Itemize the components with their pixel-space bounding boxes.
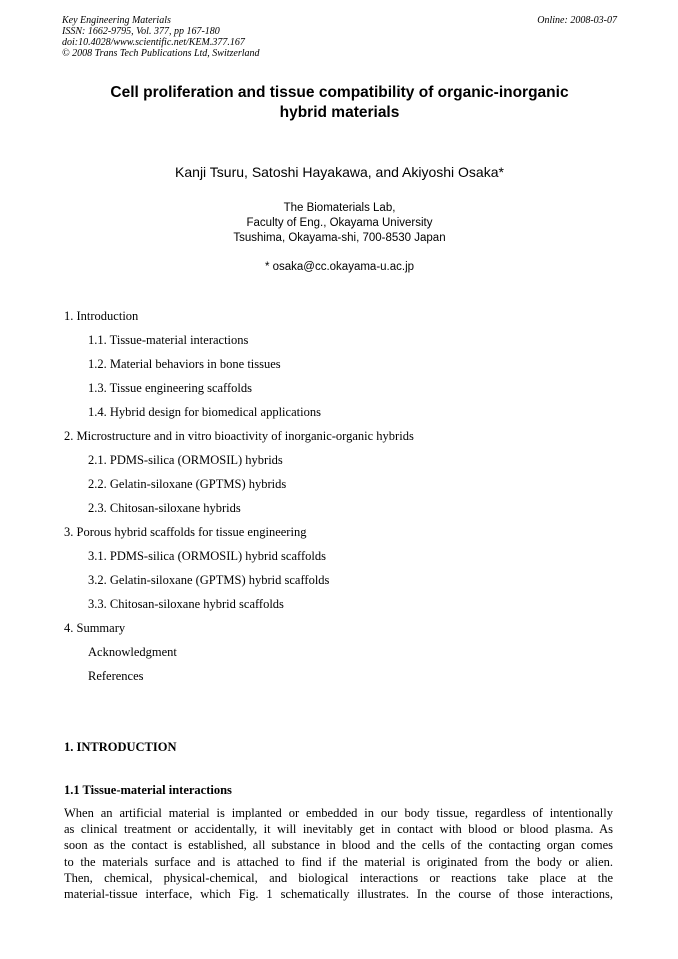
toc-item: 3.1. PDMS-silica (ORMOSIL) hybrid scaffolds — [88, 549, 326, 563]
journal-issn: ISSN: 1662-9795, Vol. 377, pp 167-180 — [62, 26, 220, 37]
paper-title-line-2: hybrid materials — [279, 104, 400, 121]
body-line: soon as the contact is established, all substance in blood and the cells of the contacting organ comes — [64, 838, 613, 853]
toc-item: 2.1. PDMS-silica (ORMOSIL) hybrids — [88, 453, 283, 467]
journal-doi: doi:10.4028/www.scientific.net/KEM.377.167 — [62, 37, 245, 48]
toc-item: 2. Microstructure and in vitro bioactivity of inorganic-organic hybrids — [64, 429, 414, 443]
body-line: as clinical treatment or accidentally, it will inevitably get in contact with blood or blood plasma. As — [64, 822, 613, 837]
paper-title-line-1: Cell proliferation and tissue compatibility of organic-inorganic — [110, 84, 569, 101]
body-line: material-tissue interface, which Fig. 1 schematically illustrates. In the course of those interactions, — [64, 886, 613, 901]
toc-item: 2.2. Gelatin-siloxane (GPTMS) hybrids — [88, 477, 287, 491]
toc-item: 1.2. Material behaviors in bone tissues — [88, 357, 281, 371]
body-line: Then, chemical, physical-chemical, and biological interactions or reactions take place at the — [64, 870, 613, 885]
toc-item: 3.2. Gelatin-siloxane (GPTMS) hybrid scaffolds — [88, 573, 330, 587]
toc-item: 1.1. Tissue-material interactions — [88, 333, 249, 347]
table-of-contents — [64, 308, 624, 692]
toc-item: 2.3. Chitosan-siloxane hybrids — [88, 501, 241, 515]
toc-item: 3.3. Chitosan-siloxane hybrid scaffolds — [88, 597, 284, 611]
paper-title — [62, 83, 617, 123]
journal-header — [62, 15, 617, 59]
toc-item: 3. Porous hybrid scaffolds for tissue engineering — [64, 525, 307, 539]
affiliation — [62, 201, 617, 246]
body-line: When an artificial material is implanted or embedded in our body tissue, regardless of intentionally — [64, 806, 613, 820]
toc-item: 4. Summary — [64, 621, 126, 635]
subsection-heading: 1.1 Tissue-material interactions — [64, 783, 232, 797]
toc-item: 1. Introduction — [64, 309, 139, 323]
toc-item: 1.3. Tissue engineering scaffolds — [88, 381, 252, 395]
affiliation-line: Tsushima, Okayama-shi, 700-8530 Japan — [233, 232, 446, 244]
toc-item: Acknowledgment — [88, 645, 177, 659]
section-heading: 1. INTRODUCTION — [64, 740, 177, 754]
affiliation-line: Faculty of Eng., Okayama University — [246, 217, 433, 229]
affiliation-line: The Biomaterials Lab, — [283, 202, 396, 214]
online-date: Online: 2008-03-07 — [537, 15, 617, 26]
body-paragraph — [64, 805, 613, 902]
body-line: to the materials surface and is attached to find if the material is originated from the body or alien. — [64, 854, 613, 869]
journal-copyright: © 2008 Trans Tech Publications Ltd, Switzerland — [62, 48, 260, 59]
toc-item: References — [88, 669, 144, 683]
paper-authors: Kanji Tsuru, Satoshi Hayakawa, and Akiyoshi Osaka* — [175, 164, 504, 180]
corresponding-email: * osaka@cc.okayama-u.ac.jp — [264, 261, 415, 273]
toc-item: 1.4. Hybrid design for biomedical applications — [88, 405, 321, 419]
journal-name: Key Engineering Materials — [62, 15, 171, 26]
